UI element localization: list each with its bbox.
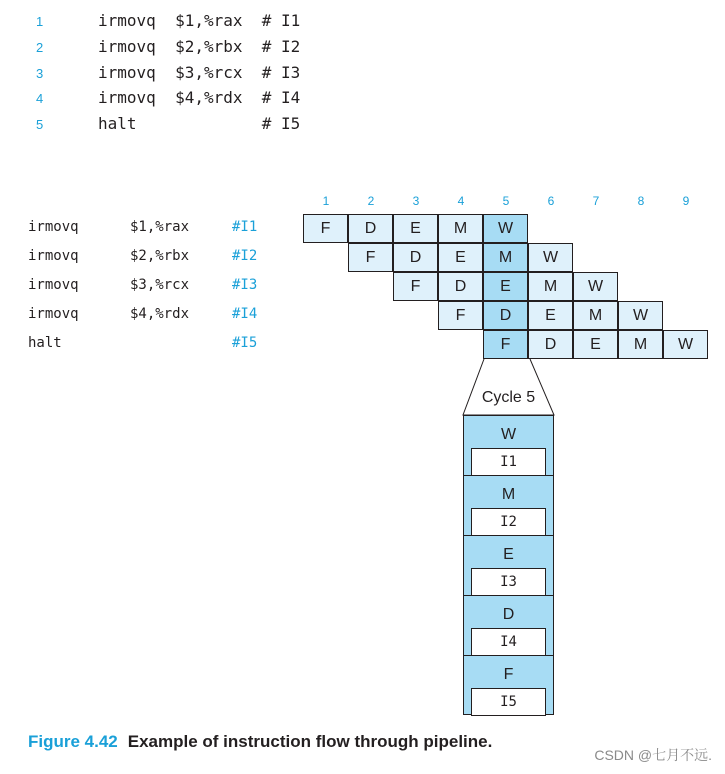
code-line: irmovq $3,%rcx # I3	[98, 63, 301, 82]
pipeline-stage-cell: F	[348, 243, 393, 272]
cycle-number: 2	[367, 194, 375, 208]
stage-label: F	[503, 666, 514, 683]
stage-instruction: I2	[471, 508, 546, 536]
instruction-args: $1,%rax	[130, 219, 190, 235]
cycle-number: 7	[592, 194, 600, 208]
figure-caption	[28, 732, 492, 752]
cycle-number: 5	[502, 194, 510, 208]
pipeline-stage-cell: M	[483, 243, 528, 272]
cycle-number: 3	[412, 194, 420, 208]
stage-instruction: I3	[471, 568, 546, 596]
instruction-tag: #I1	[232, 219, 258, 235]
stage-label: D	[502, 606, 515, 623]
pipeline-stage-cell: W	[483, 214, 528, 243]
pipeline-stage-cell: E	[528, 301, 573, 330]
instruction-tag: #I4	[232, 306, 258, 322]
instruction-opcode: irmovq	[28, 306, 79, 322]
stage-instruction: I4	[471, 628, 546, 656]
pipeline-stage-cell: F	[483, 330, 528, 359]
stage-instruction: I1	[471, 448, 546, 476]
stage-label: E	[503, 546, 514, 563]
instruction-tag: #I3	[232, 277, 258, 293]
stage-label: W	[500, 426, 517, 443]
code-line: irmovq $1,%rax # I1	[98, 11, 301, 30]
pipeline-stage-cell: D	[348, 214, 393, 243]
cycle-number: 6	[547, 194, 555, 208]
cycle-number: 4	[457, 194, 465, 208]
instruction-tag: #I2	[232, 248, 258, 264]
stage-slot	[464, 476, 553, 536]
pipeline-stage-cell: D	[393, 243, 438, 272]
line-number: 4	[36, 91, 44, 106]
pipeline-stage-cell: W	[663, 330, 708, 359]
pipeline-stage-cell: D	[483, 301, 528, 330]
stage-label: M	[501, 486, 516, 503]
stage-slot	[464, 416, 553, 476]
cycle-number: 1	[322, 194, 330, 208]
code-line: halt # I5	[98, 114, 301, 133]
cycle-number: 8	[637, 194, 645, 208]
pipeline-stage-cell: D	[528, 330, 573, 359]
pipeline-stage-cell: W	[528, 243, 573, 272]
pipeline-stage-cell: E	[483, 272, 528, 301]
pipeline-stage-cell: D	[438, 272, 483, 301]
instruction-tag: #I5	[232, 335, 258, 351]
instruction-opcode: irmovq	[28, 248, 79, 264]
stage-instruction: I5	[471, 688, 546, 716]
instruction-opcode: irmovq	[28, 277, 79, 293]
cycle-number: 9	[682, 194, 690, 208]
watermark: CSDN @七月不远.	[594, 747, 712, 763]
pipeline-stage-cell: F	[303, 214, 348, 243]
instruction-opcode: halt	[28, 335, 62, 351]
pipeline-stage-cell: M	[573, 301, 618, 330]
line-number: 3	[36, 66, 44, 81]
line-number: 1	[36, 14, 44, 29]
pipeline-stage-cell: M	[438, 214, 483, 243]
pipeline-stage-cell: M	[528, 272, 573, 301]
instruction-args: $4,%rdx	[130, 306, 190, 322]
stage-slot	[464, 536, 553, 596]
pipeline-stage-cell: E	[393, 214, 438, 243]
code-line: irmovq $4,%rdx # I4	[98, 88, 301, 107]
code-line: irmovq $2,%rbx # I2	[98, 37, 301, 56]
figure-number: Figure 4.42	[28, 732, 118, 751]
instruction-args: $3,%rcx	[130, 277, 190, 293]
pipeline-stage-cell: W	[573, 272, 618, 301]
pipeline-stage-cell: E	[438, 243, 483, 272]
instruction-args: $2,%rbx	[130, 248, 190, 264]
cycle-detail-panel	[463, 415, 554, 715]
pipeline-stage-cell: F	[393, 272, 438, 301]
stage-slot	[464, 596, 553, 656]
instruction-opcode: irmovq	[28, 219, 79, 235]
pipeline-stage-cell: E	[573, 330, 618, 359]
pipeline-stage-cell: M	[618, 330, 663, 359]
line-number: 5	[36, 117, 44, 132]
cycle-label: Cycle 5	[481, 389, 536, 406]
stage-slot	[464, 656, 553, 716]
pipeline-stage-cell: F	[438, 301, 483, 330]
line-number: 2	[36, 40, 44, 55]
pipeline-stage-cell: W	[618, 301, 663, 330]
figure-caption-text: Example of instruction flow through pipeline.	[127, 732, 493, 751]
